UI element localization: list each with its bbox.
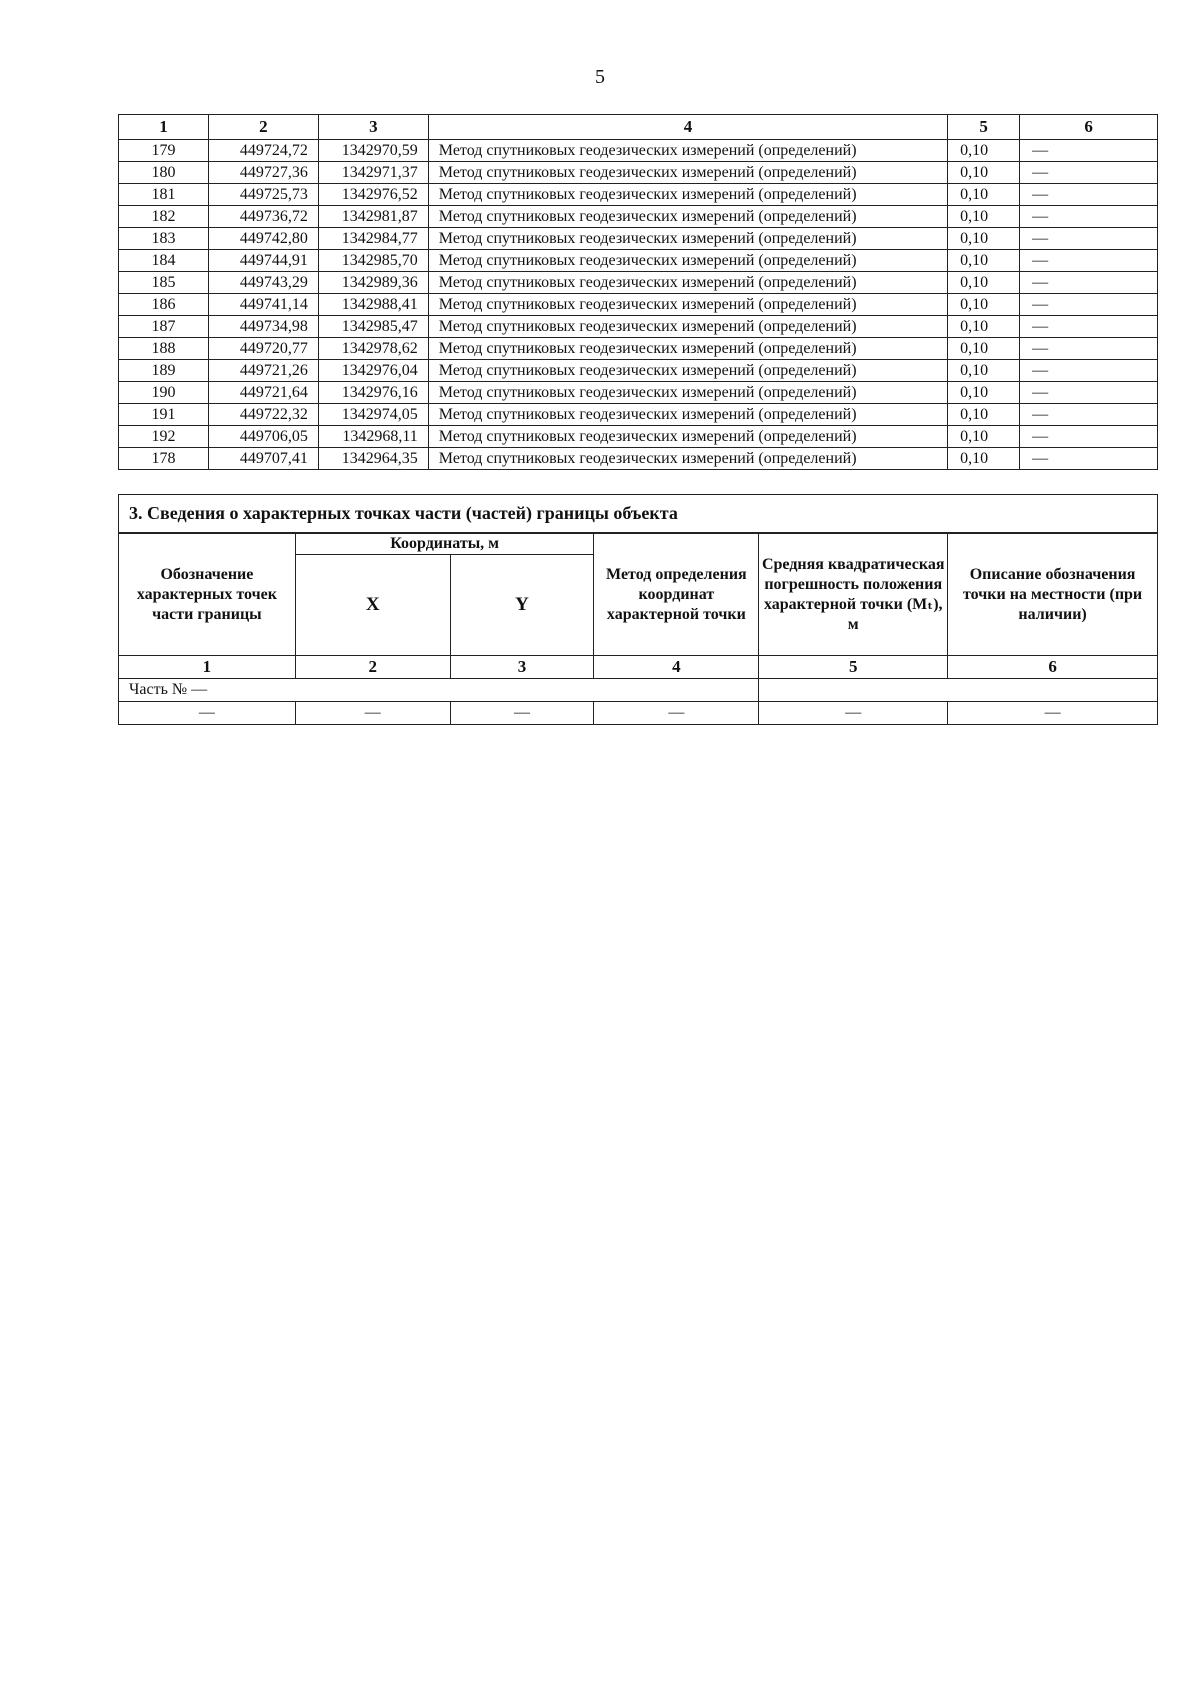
table-cell: Метод спутниковых геодезических измерений (определений) [428, 360, 947, 382]
table-cell: Метод спутниковых геодезических измерений (определений) [428, 382, 947, 404]
table-cell: Метод спутниковых геодезических измерений (определений) [428, 140, 947, 162]
table-cell: 1342974,05 [318, 404, 428, 426]
table-cell: 449721,26 [208, 360, 318, 382]
col-number: 5 [759, 656, 948, 679]
table-cell: 1342964,35 [318, 448, 428, 470]
table-row [119, 184, 1158, 206]
table-cell: 449706,05 [208, 426, 318, 448]
table-cell: — [1020, 272, 1158, 294]
table-cell: — [295, 702, 450, 725]
table-cell: 192 [119, 426, 209, 448]
table-cell: 0,10 [948, 316, 1020, 338]
coordinates-table [118, 114, 1158, 470]
table-row [119, 272, 1158, 294]
col-number: 3 [450, 656, 594, 679]
col-number: 4 [594, 656, 759, 679]
column-header: 4 [428, 115, 947, 140]
col-x-header: X [295, 555, 450, 656]
table-body [119, 140, 1158, 470]
column-header: 2 [208, 115, 318, 140]
table-cell: — [1020, 426, 1158, 448]
table-cell: Метод спутниковых геодезических измерений (определений) [428, 448, 947, 470]
table-cell: 184 [119, 250, 209, 272]
table-cell: 0,10 [948, 228, 1020, 250]
table-cell: 449707,41 [208, 448, 318, 470]
table-cell: 449727,36 [208, 162, 318, 184]
table-cell: 1342985,47 [318, 316, 428, 338]
table-cell: 186 [119, 294, 209, 316]
column-header: 5 [948, 115, 1020, 140]
col-designation-header: Обозначение характерных точек части границы [119, 533, 296, 656]
column-header: 1 [119, 115, 209, 140]
column-header: 6 [1020, 115, 1158, 140]
table-cell: — [759, 702, 948, 725]
table-cell: 180 [119, 162, 209, 184]
table-cell: 449742,80 [208, 228, 318, 250]
col-error-header: Средняя квадратическая погрешность положения характерной точки (Mₜ), м [759, 533, 948, 656]
table-cell: — [1020, 316, 1158, 338]
table-cell: 0,10 [948, 294, 1020, 316]
table-cell: 1342976,52 [318, 184, 428, 206]
table-cell: 182 [119, 206, 209, 228]
table-cell: — [594, 702, 759, 725]
part-label-empty [759, 679, 1158, 702]
table-cell: 0,10 [948, 140, 1020, 162]
table-cell: 449741,14 [208, 294, 318, 316]
table-cell: 449720,77 [208, 338, 318, 360]
table-cell: 178 [119, 448, 209, 470]
table-row [119, 294, 1158, 316]
table-cell: 1342988,41 [318, 294, 428, 316]
table-cell: 1342976,16 [318, 382, 428, 404]
table-cell: — [1020, 360, 1158, 382]
table-cell: 0,10 [948, 360, 1020, 382]
table-cell: 189 [119, 360, 209, 382]
table-row [119, 316, 1158, 338]
table-cell: 0,10 [948, 382, 1020, 404]
table-cell: — [1020, 228, 1158, 250]
table-cell: 1342968,11 [318, 426, 428, 448]
table-row [119, 140, 1158, 162]
table-cell: — [1020, 382, 1158, 404]
section3-title: 3. Сведения о характерных точках части (частей) границы объекта [119, 495, 1158, 534]
table-cell: Метод спутниковых геодезических измерений (определений) [428, 426, 947, 448]
col-method-header: Метод определения координат характерной точки [594, 533, 759, 656]
table-row [119, 162, 1158, 184]
table-cell: 449722,32 [208, 404, 318, 426]
table-cell: 449725,73 [208, 184, 318, 206]
table-cell: 0,10 [948, 448, 1020, 470]
table-cell: 0,10 [948, 184, 1020, 206]
table-cell: 0,10 [948, 272, 1020, 294]
table-cell: 0,10 [948, 250, 1020, 272]
table-cell: — [1020, 140, 1158, 162]
table-row [119, 338, 1158, 360]
table-cell: — [1020, 404, 1158, 426]
table-cell: Метод спутниковых геодезических измерений (определений) [428, 294, 947, 316]
table-row [119, 382, 1158, 404]
table-row [119, 404, 1158, 426]
table-cell: — [119, 702, 296, 725]
column-header: 3 [318, 115, 428, 140]
col-coords-header: Координаты, м [295, 533, 594, 555]
table-cell: 449734,98 [208, 316, 318, 338]
table-cell: 1342971,37 [318, 162, 428, 184]
table-row [119, 426, 1158, 448]
table-cell: Метод спутниковых геодезических измерений (определений) [428, 338, 947, 360]
table-cell: — [1020, 338, 1158, 360]
table-cell: 191 [119, 404, 209, 426]
table-cell: 449743,29 [208, 272, 318, 294]
table-cell: 187 [119, 316, 209, 338]
table-row [119, 360, 1158, 382]
table-cell: 0,10 [948, 206, 1020, 228]
table-cell: Метод спутниковых геодезических измерений (определений) [428, 206, 947, 228]
table-row [119, 702, 1158, 725]
table-cell: 0,10 [948, 162, 1020, 184]
table-cell: Метод спутниковых геодезических измерений (определений) [428, 250, 947, 272]
table-cell: 179 [119, 140, 209, 162]
table-row [119, 250, 1158, 272]
table-cell: — [1020, 184, 1158, 206]
table-cell: 449736,72 [208, 206, 318, 228]
table-header-row [119, 115, 1158, 140]
table-cell: Метод спутниковых геодезических измерений (определений) [428, 184, 947, 206]
table-cell: 0,10 [948, 426, 1020, 448]
table-cell: 1342978,62 [318, 338, 428, 360]
table-cell: — [1020, 448, 1158, 470]
table-cell: — [948, 702, 1158, 725]
table-cell: 1342984,77 [318, 228, 428, 250]
table-cell: — [1020, 206, 1158, 228]
table-cell: 449744,91 [208, 250, 318, 272]
col-number: 2 [295, 656, 450, 679]
table-cell: Метод спутниковых геодезических измерений (определений) [428, 162, 947, 184]
col-number: 1 [119, 656, 296, 679]
table-cell: 183 [119, 228, 209, 250]
table-cell: — [450, 702, 594, 725]
table-cell: Метод спутниковых геодезических измерений (определений) [428, 316, 947, 338]
col-number: 6 [948, 656, 1158, 679]
section3-table [118, 494, 1158, 725]
page-number: 5 [595, 66, 605, 88]
table-cell: 185 [119, 272, 209, 294]
table-cell: 449721,64 [208, 382, 318, 404]
table-row [119, 228, 1158, 250]
part-label: Часть № — [119, 679, 759, 702]
table-cell: 1342970,59 [318, 140, 428, 162]
table-cell: 1342976,04 [318, 360, 428, 382]
table-cell: 449724,72 [208, 140, 318, 162]
table-cell: Метод спутниковых геодезических измерений (определений) [428, 228, 947, 250]
table-cell: 0,10 [948, 338, 1020, 360]
table-cell: 0,10 [948, 404, 1020, 426]
table-cell: — [1020, 294, 1158, 316]
table-cell: Метод спутниковых геодезических измерений (определений) [428, 404, 947, 426]
column-numbers-row [119, 656, 1158, 679]
col-y-header: Y [450, 555, 594, 656]
table-cell: 188 [119, 338, 209, 360]
table-cell: 190 [119, 382, 209, 404]
table-cell: 1342981,87 [318, 206, 428, 228]
table-cell: Метод спутниковых геодезических измерений (определений) [428, 272, 947, 294]
table-cell: — [1020, 250, 1158, 272]
col-description-header: Описание обозначения точки на местности (при наличии) [948, 533, 1158, 656]
table-cell: 181 [119, 184, 209, 206]
table-row [119, 206, 1158, 228]
table-cell: 1342989,36 [318, 272, 428, 294]
table-cell: 1342985,70 [318, 250, 428, 272]
table-row [119, 448, 1158, 470]
table-cell: — [1020, 162, 1158, 184]
